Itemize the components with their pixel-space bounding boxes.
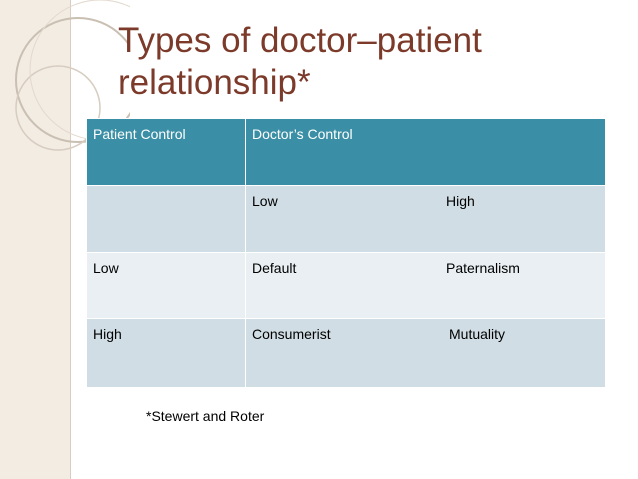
- header-patient-control: Patient Control: [87, 119, 246, 186]
- header-doctors-control: Doctor’s Control: [246, 119, 606, 186]
- footnote-citation: *Stewert and Roter: [146, 408, 265, 424]
- cell-right: Paternalism: [446, 260, 520, 276]
- table-header-row: [87, 119, 606, 186]
- row-values: [246, 186, 606, 253]
- row-values: [246, 319, 606, 388]
- table-row: [87, 319, 606, 388]
- cell-left: Default: [252, 260, 297, 276]
- slide-title: Types of doctor–patient relationship*: [118, 21, 482, 102]
- table-row: [87, 253, 606, 319]
- row-label: [87, 186, 246, 253]
- cell-left: Consumerist: [252, 326, 331, 342]
- row-label: Low: [87, 253, 246, 319]
- row-label: High: [87, 319, 246, 388]
- cell-left: Low: [252, 193, 278, 209]
- row-values: [246, 253, 606, 319]
- cell-right: Mutuality: [449, 326, 506, 342]
- table-row: [87, 186, 606, 253]
- relationship-table: [86, 118, 606, 388]
- cell-right: High: [446, 193, 475, 209]
